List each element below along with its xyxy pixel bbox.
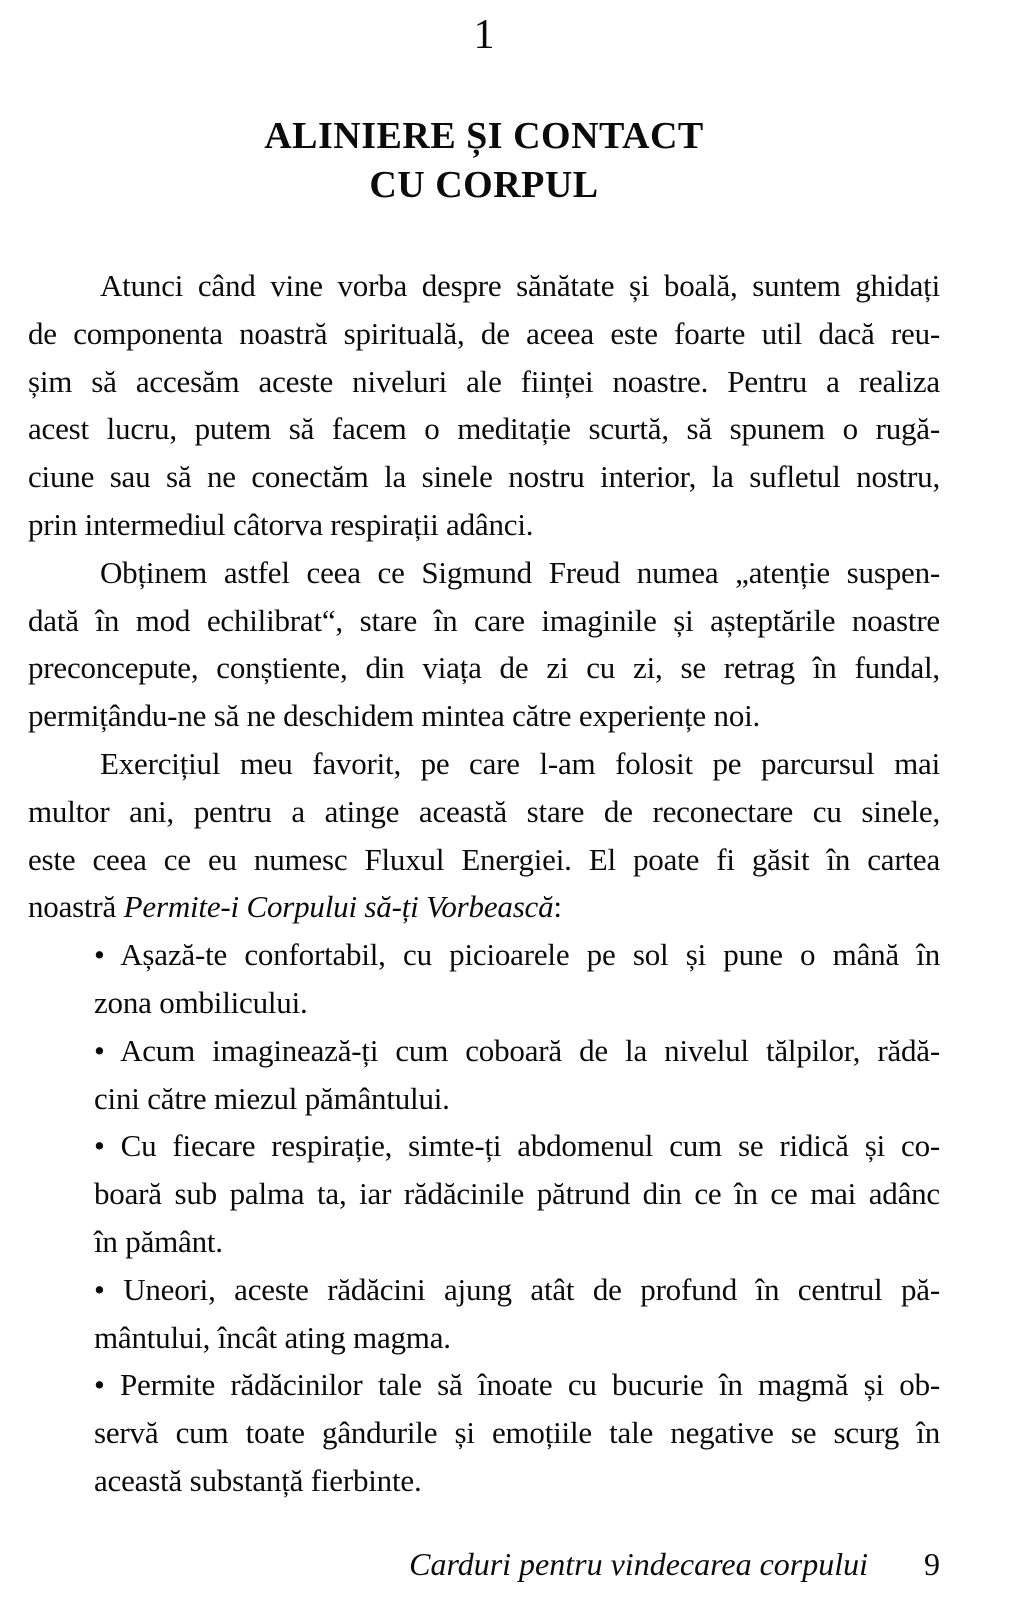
bullet-item	[94, 1266, 940, 1362]
chapter-number: 1	[473, 12, 495, 58]
text-segment: Atunci când vine vorba despre sănătate și boală, suntem ghidați	[100, 268, 940, 303]
text-line	[28, 836, 940, 884]
text-line	[94, 1218, 940, 1266]
text-segment: Exercițiul meu favorit, pe care l-am folosit pe parcursul mai	[100, 745, 940, 781]
italic-text-segment: Permite-i Corpului să-ți Vorbească	[123, 889, 554, 925]
text-line	[94, 1266, 940, 1314]
text-segment: multor ani, pentru a atinge această stare de reconectare cu sinele,	[28, 793, 940, 829]
text-segment: • Așază-te confortabil, cu picioarele pe sol și pune o mână în	[94, 937, 940, 973]
text-segment: această substanță fierbinte.	[94, 1462, 422, 1498]
text-segment: • Cu fiecare respirație, simte-ți abdomenul cum se ridică și co-	[94, 1128, 940, 1164]
text-segment: șim să accesăm aceste niveluri ale ființei noastre. Pentru a realiza	[28, 363, 940, 399]
text-line	[94, 1314, 940, 1362]
chapter-title	[28, 112, 940, 210]
body-text	[28, 262, 940, 1505]
text-line	[28, 597, 940, 645]
text-segment: acest lucru, putem să facem o meditație scurtă, să spunem o rugă-	[28, 411, 940, 447]
text-line	[94, 1457, 940, 1505]
text-segment: în pământ.	[94, 1223, 223, 1259]
text-line	[94, 1027, 940, 1075]
bullet-item	[94, 1361, 940, 1504]
text-line	[28, 262, 940, 310]
text-segment: este ceea ce eu numesc Fluxul Energiei. El poate fi găsit în cartea	[28, 841, 940, 877]
bullet-item	[94, 1122, 940, 1265]
text-segment: preconcepute, conștiente, din viața de zi cu zi, se retrag în fundal,	[28, 650, 940, 686]
text-line	[28, 692, 940, 740]
text-line	[28, 883, 940, 931]
text-segment: mântului, încât ating magma.	[94, 1319, 451, 1355]
text-line	[94, 1170, 940, 1218]
text-line	[94, 1122, 940, 1170]
text-line	[94, 931, 940, 979]
text-segment: boară sub palma ta, iar rădăcinile pătrund din ce în ce mai adânc	[94, 1176, 940, 1212]
footer-page-number: 9	[924, 1546, 940, 1582]
text-line	[28, 405, 940, 453]
bullet-item	[94, 1027, 940, 1123]
text-segment: Obținem astfel ceea ce Sigmund Freud numea „atenție suspen-	[100, 554, 940, 590]
bullet-item	[94, 931, 940, 1027]
text-line	[28, 549, 940, 597]
paragraph	[28, 740, 940, 931]
text-segment: zona ombilicului.	[94, 984, 308, 1020]
text-line	[28, 501, 940, 549]
text-line	[28, 310, 940, 358]
paragraph	[28, 549, 940, 740]
text-segment: permițându-ne să ne deschidem mintea către experiențe noi.	[28, 698, 761, 734]
text-segment: • Permite rădăcinilor tale să înoate cu bucurie în magmă și ob-	[94, 1367, 940, 1403]
text-line	[28, 644, 940, 692]
text-line	[28, 453, 940, 501]
text-line	[94, 1361, 940, 1409]
text-line	[28, 358, 940, 406]
text-segment: de componenta noastră spirituală, de aceea este foarte util dacă reu-	[28, 315, 940, 351]
chapter-title-line-1: ALINIERE ȘI CONTACT	[264, 115, 704, 157]
text-line	[28, 788, 940, 836]
text-segment: :	[553, 889, 562, 925]
text-segment: noastră	[28, 889, 124, 925]
text-segment: servă cum toate gândurile și emoțiile tale negative se scurg în	[94, 1415, 940, 1451]
text-line	[94, 979, 940, 1027]
text-segment: • Acum imaginează-ți cum coboară de la nivelul tălpilor, rădă-	[94, 1032, 940, 1068]
text-segment: prin intermediul câtorva respirații adânci.	[28, 506, 534, 542]
paragraph	[28, 262, 940, 549]
chapter-title-line-2: CU CORPUL	[369, 164, 599, 206]
text-line	[28, 740, 940, 788]
text-segment: • Uneori, aceste rădăcini ajung atât de profund în centrul pă-	[94, 1271, 940, 1307]
text-segment: dată în mod echilibrat“, stare în care imaginile și așteptările noastre	[28, 602, 940, 638]
footer-book-title: Carduri pentru vindecarea corpului	[409, 1546, 868, 1582]
page-footer	[28, 1544, 940, 1584]
text-segment: ciune sau să ne conectăm la sinele nostru interior, la sufletul nostru,	[28, 459, 940, 495]
text-line	[94, 1409, 940, 1457]
text-segment: cini către miezul pământului.	[94, 1080, 450, 1116]
text-line	[94, 1075, 940, 1123]
